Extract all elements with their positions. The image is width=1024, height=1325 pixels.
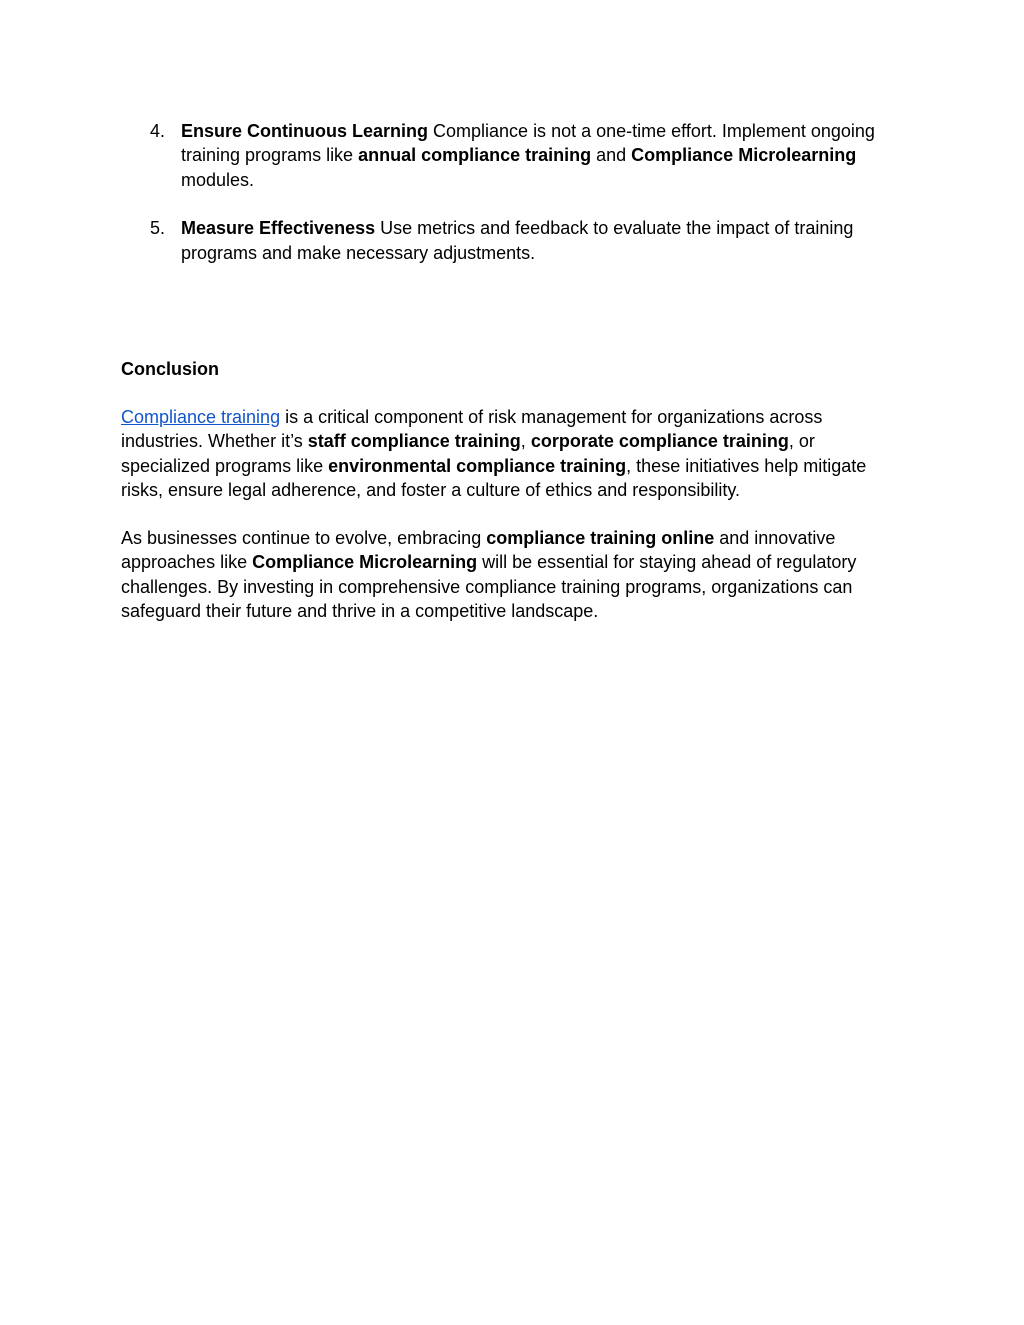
bold-phrase: Compliance Microlearning bbox=[252, 552, 478, 573]
bold-phrase: staff compliance training bbox=[307, 431, 521, 452]
paragraph-text: As businesses continue to evolve, embracing bbox=[121, 528, 487, 548]
paragraph-text: , these initiatives help mitigate risks, ensure legal adherence, and foster a culture of ethics and responsibility. bbox=[121, 455, 867, 501]
list-item-body bbox=[181, 218, 853, 262]
paragraph-text: , or specialized programs like bbox=[121, 431, 815, 476]
paragraph-text: will be essential for staying ahead of regulatory challenges. By investing in comprehensive compliance training programs, organizations can safeguard their future and thrive in a competitive landscape. bbox=[121, 552, 857, 622]
list-item bbox=[121, 216, 896, 265]
paragraph-text: and innovative approaches like bbox=[121, 528, 836, 573]
list-item-title: Measure Effectiveness bbox=[181, 218, 376, 239]
list-item-text: and bbox=[591, 145, 632, 166]
paragraph bbox=[121, 405, 896, 503]
compliance-training-link[interactable]: Compliance training bbox=[121, 407, 281, 427]
list-number: 4. bbox=[150, 121, 166, 141]
paragraph-text: , bbox=[520, 431, 531, 452]
list-item bbox=[121, 119, 896, 192]
paragraph bbox=[121, 526, 896, 624]
bold-phrase: Compliance Microlearning bbox=[631, 145, 857, 166]
bold-phrase: corporate compliance training bbox=[530, 431, 789, 452]
bold-phrase: compliance training online bbox=[486, 528, 715, 548]
list-item-text: modules. bbox=[181, 169, 255, 190]
list-item-text: Use metrics and feedback to evaluate the impact of training programs and make necessary adjustments. bbox=[181, 218, 854, 263]
list-item-text: Compliance is not a one-time effort. Implement ongoing training programs like bbox=[181, 121, 875, 166]
section-heading: Conclusion bbox=[121, 359, 219, 379]
list-item-body bbox=[181, 121, 875, 190]
numbered-list bbox=[121, 119, 896, 289]
bold-phrase: environmental compliance training bbox=[328, 455, 627, 476]
list-item-title: Ensure Continuous Learning bbox=[181, 121, 429, 141]
bold-phrase: annual compliance training bbox=[358, 145, 592, 166]
list-number: 5. bbox=[150, 218, 166, 239]
paragraph-text: is a critical component of risk management for organizations across industries. Whether it’s bbox=[121, 407, 823, 452]
